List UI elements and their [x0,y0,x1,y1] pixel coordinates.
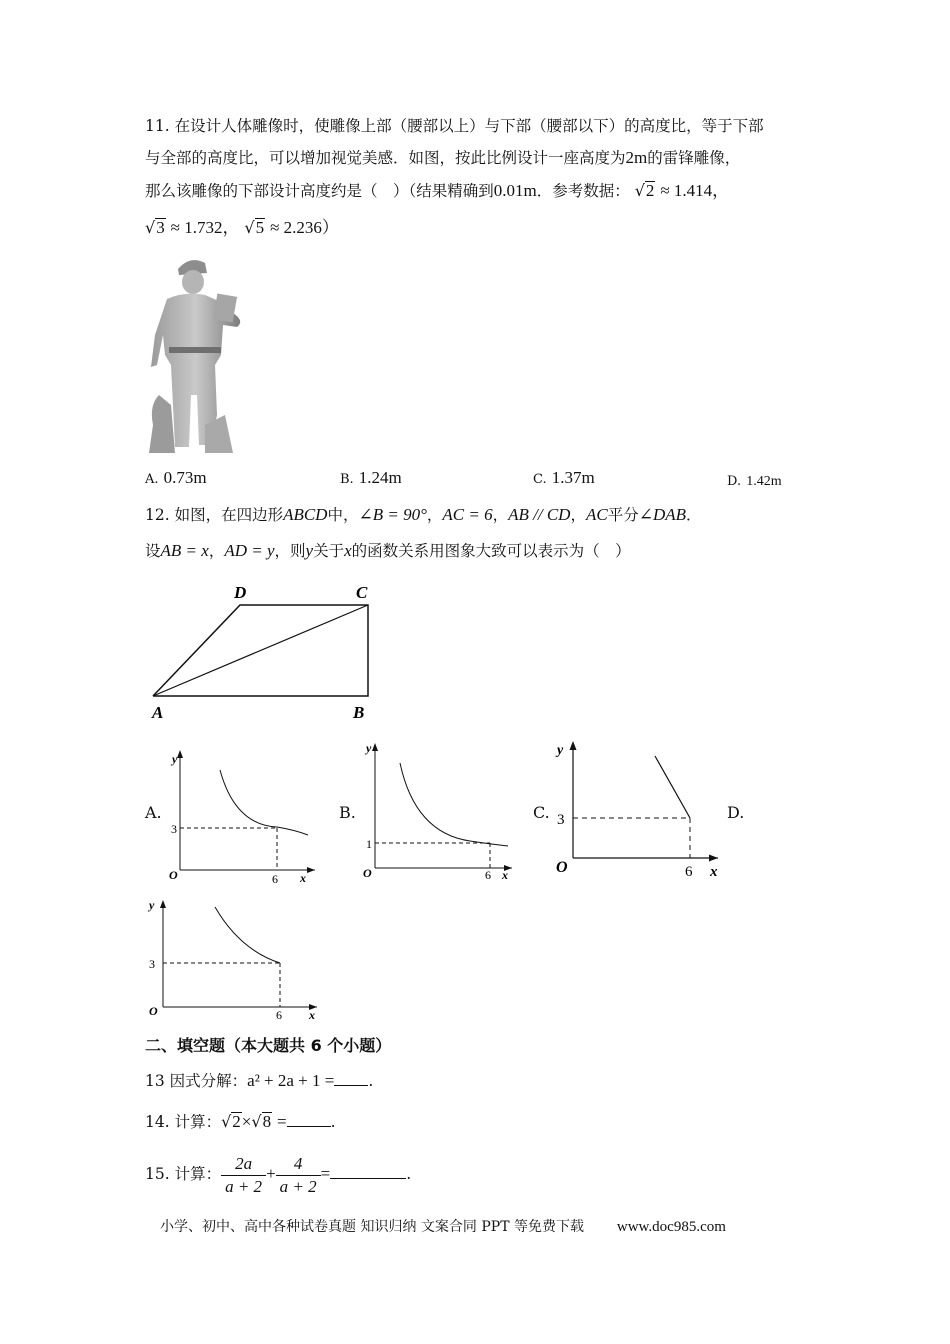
graph-c-y-label: y [557,743,564,758]
q11-precision: 0.01m [493,181,537,200]
section-2-title: 二、填空题（本大题共 6 个小题） [145,1036,392,1055]
graph-b-y-label: y [366,741,372,755]
graph-b-x-label: x [502,868,508,882]
sqrt-3: 3 [156,218,165,237]
graph-d-y-tick: 3 [149,957,155,971]
q15-fraction-2: $\frac{4}{a + 2}$ [276,1153,321,1198]
graph-c-y-tick: 3 [557,812,565,828]
q11-line4: √3 ≈ 1.732， √5 ≈ 2.236） [145,218,339,237]
q13: 13 因式分解：a² + 2a + 1 = . [145,1071,374,1090]
q11-line3: 那么该雕像的下部设计高度约是（ ）（结果精确到0.01m．参考数据： √2 ≈ 1.414， [145,181,730,200]
q15-answer-blank[interactable] [330,1164,406,1179]
graph-a-x-tick: 6 [272,872,278,885]
q11-line2: 与全部的高度比，可以增加视觉美感．如图，按此比例设计一座高度为2m的雷锋雕像， [145,148,741,167]
graph-d-x-label: x [309,1008,315,1022]
vertex-d-label: D [234,583,247,602]
q15-fraction-1: $\frac{2a}{a + 2}$ [221,1153,266,1198]
graph-a-origin: O [169,868,178,882]
q14-answer-blank[interactable] [287,1112,331,1127]
q13-answer-blank[interactable] [334,1071,368,1086]
sqrt-5: 5 [255,218,265,237]
graph-b-x-tick: 6 [485,868,491,882]
graph-d-x-tick: 6 [276,1008,282,1022]
graph-a-y-label: y [172,752,178,766]
q12-line2: 设AB = x，AD = y，则y关于x的函数关系用图象大致可以表示为（ ） [145,541,631,560]
q11-option-c[interactable]: C. 1.37m [533,468,595,487]
q15: 15. 计算： $\frac{2a}{a + 2}$ + $\frac{4}{a + 2}$ = . [145,1153,412,1196]
q12-line1: 12. 如图，在四边形ABCD中，∠B = 90°，AC = 6，AB // CD，AC平分∠DAB． [145,505,702,524]
vertex-c-label: C [356,583,368,602]
graph-c-x-tick: 6 [685,864,693,880]
graph-c-x-label: x [710,864,718,880]
graph-d-origin: O [149,1004,158,1018]
q12-option-b-letter[interactable]: B. [339,803,356,822]
graph-a-x-label: x [300,871,306,885]
q14: 14. 计算：√2×√8 = . [145,1112,336,1131]
q12-graph-d [145,895,330,1025]
q11-line1: 11. 在设计人体雕像时，使雕像上部（腰部以上）与下部（腰部以下）的高度比，等于下部 [145,117,764,135]
q11-height: 2m [625,148,648,167]
graph-b-origin: O [363,866,372,880]
q12-graph-a [165,745,325,885]
q12-graph-c [550,736,730,881]
footer [160,1216,726,1236]
q11-option-b[interactable]: B. 1.24m [340,468,402,487]
footer-url[interactable]: www.doc985.com [616,1219,726,1235]
q12-option-a-letter[interactable]: A. [145,803,162,822]
graph-b-y-tick: 1 [366,837,372,851]
footer-text: 小学、初中、高中各种试卷真题 知识归纳 文案合同 PPT 等免费下载 [160,1219,584,1235]
q12-graph-b [360,738,520,883]
q12-option-d-letter[interactable]: D. [727,803,745,822]
graph-c-origin: O [556,859,568,876]
lei-feng-statue-image [145,255,255,455]
graph-d-y-label: y [149,898,155,912]
q11-option-d[interactable]: D. 1.42m [727,474,782,489]
quadrilateral-figure [140,580,390,725]
vertex-a-label: A [152,703,164,722]
vertex-b-label: B [353,703,365,722]
sqrt-2: 2 [645,181,655,200]
q11-option-a[interactable]: A. 0.73m [145,468,207,487]
q12-option-c-letter[interactable]: C. [533,803,550,822]
graph-a-y-tick: 3 [171,822,177,836]
